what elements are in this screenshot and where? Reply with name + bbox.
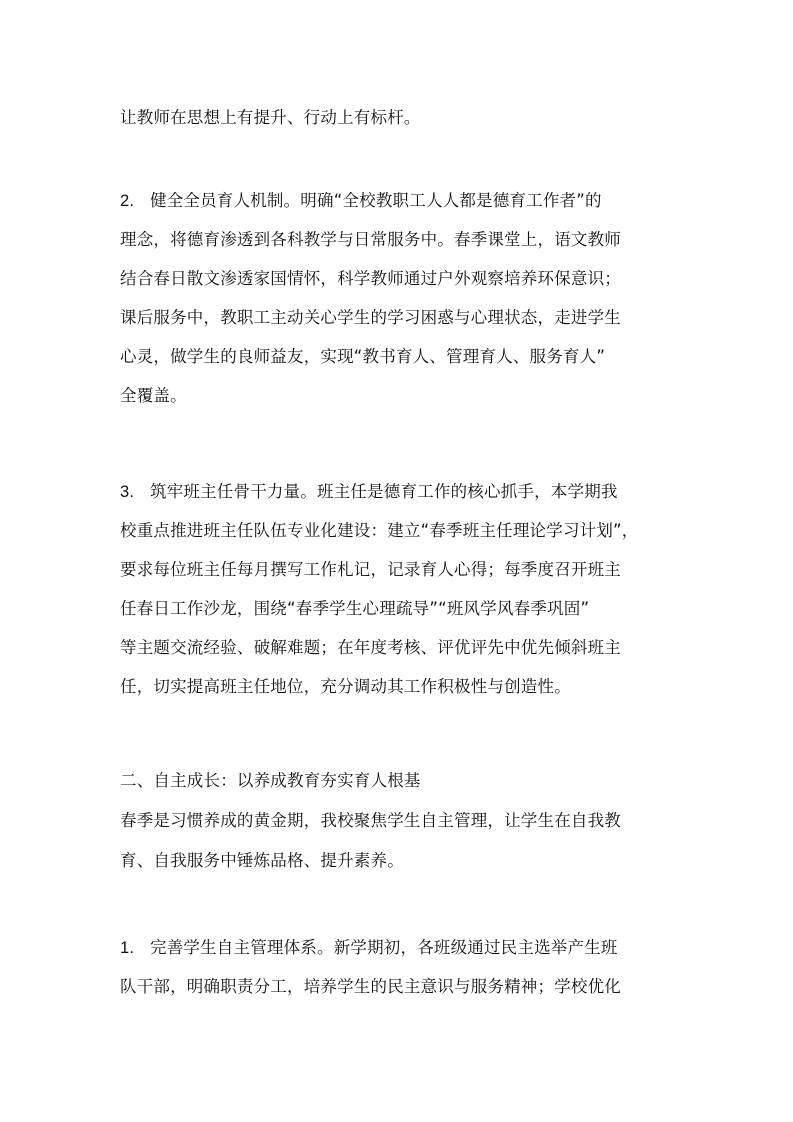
list-item-line [120,481,618,503]
section-heading: 二、自主成长：以养成教育夯实育人根基 [120,771,421,790]
paragraph-text: 健全全员育人机制。明确“全校教职工人人都是德育工作者”的 [150,191,602,210]
paragraph-line: 任春日工作沙龙，围绕“春季学生心理疏导”“班风学风春季巩固” [120,599,590,618]
paragraph-text: 完善学生自主管理体系。新学期初，各班级通过民主选举产生班 [150,938,618,957]
list-number: 3. [120,483,135,501]
paragraph-line: 让教师在思想上有提升、行动上有标杆。 [120,108,421,127]
list-number: 1. [120,939,135,957]
paragraph-line: 任，切实提高班主任地位，充分调动其工作积极性与创造性。 [120,677,571,696]
paragraph-line: 课后服务中，教职工主动关心学生的学习困惑与心理状态，走进学生 [120,308,621,327]
paragraph-line: 心灵，做学生的良师益友，实现“教书育人、管理育人、服务育人” [120,347,606,366]
paragraph-line: 春季是习惯养成的黄金期，我校聚焦学生自主管理，让学生在自我教 [120,811,621,830]
paragraph-line: 等主题交流经验、破解难题；在年度考核、评优评先中优先倾斜班主 [120,638,621,657]
list-item-line [120,937,618,959]
list-item-line [120,190,602,212]
paragraph-line: 要求每位班主任每月撰写工作札记，记录育人心得；每季度召开班主 [120,560,621,579]
paragraph-line: 队干部，明确职责分工，培养学生的民主意识与服务精神；学校优化 [120,977,621,996]
paragraph-line: 理念，将德育渗透到各科教学与日常服务中。春季课堂上，语文教师 [120,230,621,249]
paragraph-line: 结合春日散文渗透家国情怀，科学教师通过户外观察培养环保意识； [120,269,621,288]
paragraph-line: 育、自我服务中锤炼品格、提升素养。 [120,851,404,870]
list-number: 2. [120,192,135,210]
paragraph-line: 全覆盖。 [120,386,187,405]
paragraph-text: 筑牢班主任骨干力量。班主任是德育工作的核心抓手，本学期我 [150,482,618,501]
paragraph-line: 校重点推进班主任队伍专业化建设：建立“春季班主任理论学习计划”， [120,521,639,540]
